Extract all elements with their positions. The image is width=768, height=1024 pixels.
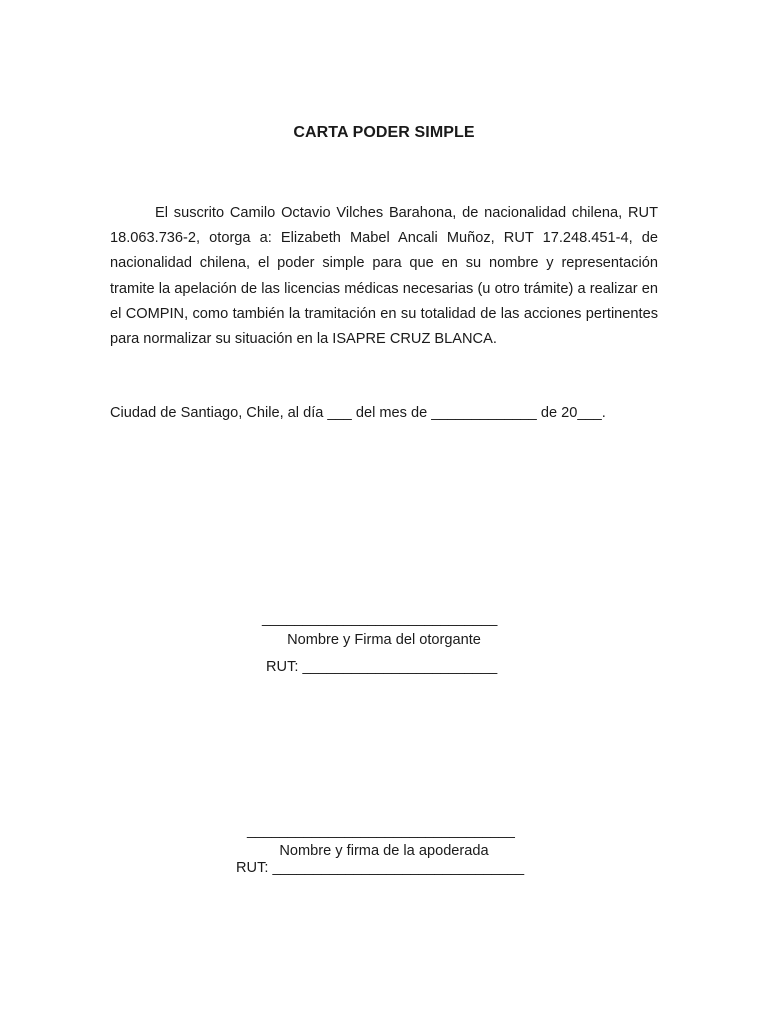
body-paragraph: El suscrito Camilo Octavio Vilches Barahona, de nacionalidad chilena, RUT 18.063.736-2, otorga a: Elizabeth Mabel Ancali Muñoz, RUT 17.248.451-4, de nacionalidad chilena, el poder simple para que en su nombre y representación tramite la apelación de las licencias médicas necesarias (u otro trámite) a realizar en el COMPIN, como también la tramitación en su totalidad de las acciones pertinentes para normalizar su situación en la ISAPRE CRUZ BLANCA.	[110, 205, 658, 348]
otorgante-rut-line: RUT: ________________________	[266, 659, 498, 675]
apoderada-rut-line: RUT: _______________________________	[236, 860, 525, 876]
otorgante-signature-rule: _____________________________	[262, 611, 498, 627]
date-line: Ciudad de Santiago, Chile, al día ___ del mes de _____________ de 20___.	[110, 405, 606, 421]
otorgante-signature-label: Nombre y Firma del otorgante	[287, 632, 481, 648]
document-title: CARTA PODER SIMPLE	[293, 124, 475, 141]
apoderada-signature-label: Nombre y firma de la apoderada	[279, 843, 489, 859]
apoderada-signature-rule: _________________________________	[247, 823, 515, 839]
